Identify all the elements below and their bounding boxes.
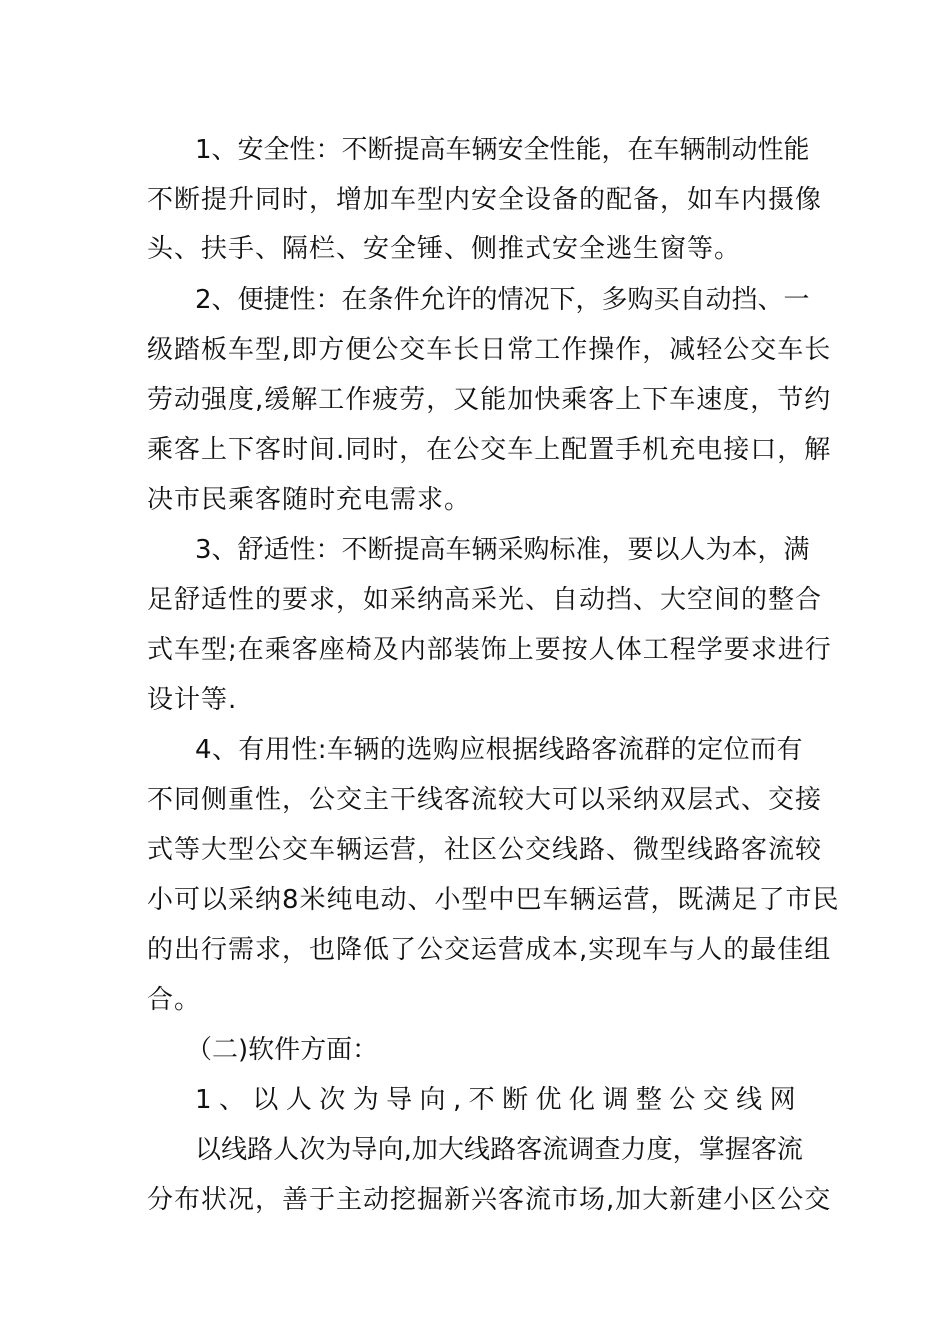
paragraph-4-line-5: 的出行需求，也降低了公交运营成本,实现车与人的最佳组 bbox=[147, 935, 832, 965]
paragraph-3-line-2: 足舒适性的要求，如采纳高采光、自动挡、大空间的整合 bbox=[147, 585, 823, 615]
paragraph-6-line-2: 分布状况，善于主动挖掘新兴客流市场,加大新建小区公交 bbox=[147, 1185, 832, 1215]
text-line bbox=[0, 880, 950, 920]
text-line bbox=[0, 830, 950, 870]
paragraph-4-line-4: 小可以采纳8米纯电动、小型中巴车辆运营，既满足了市民 bbox=[147, 885, 840, 915]
paragraph-1-line-3: 头、扶手、隔栏、安全锤、侧推式安全逃生窗等。 bbox=[147, 234, 742, 264]
text-line bbox=[0, 1030, 950, 1070]
text-line bbox=[0, 530, 950, 570]
text-line bbox=[0, 430, 950, 470]
text-line bbox=[0, 1180, 950, 1220]
paragraph-1-line-2: 不断提升同时，增加车型内安全设备的配备，如车内摄像 bbox=[147, 185, 823, 215]
text-line bbox=[0, 930, 950, 970]
paragraph-2-line-1: 2、便捷性：在条件允许的情况下，多购买自动挡、一 bbox=[195, 285, 810, 315]
paragraph-4-line-6: 合。 bbox=[147, 985, 202, 1015]
paragraph-2-line-4: 乘客上下客时间.同时，在公交车上配置手机充电接口，解 bbox=[147, 435, 832, 465]
paragraph-2-line-2: 级踏板车型,即方便公交车长日常工作操作，减轻公交车长 bbox=[147, 335, 832, 365]
section-heading: （二)软件方面： bbox=[186, 1035, 379, 1065]
text-line bbox=[0, 730, 950, 770]
text-line bbox=[0, 1080, 950, 1120]
paragraph-4-line-2: 不同侧重性，公交主干线客流较大可以采纳双层式、交接 bbox=[147, 785, 823, 815]
text-line bbox=[0, 280, 950, 320]
paragraph-4-line-1: 4、有用性:车辆的选购应根据线路客流群的定位而有 bbox=[195, 735, 803, 765]
text-line bbox=[0, 480, 950, 520]
text-line bbox=[0, 680, 950, 720]
paragraph-1-line-1: 1、安全性：不断提高车辆安全性能，在车辆制动性能 bbox=[195, 135, 810, 165]
paragraph-3-line-4: 设计等. bbox=[147, 685, 238, 715]
paragraph-3-line-1: 3、舒适性：不断提高车辆采购标准，要以人为本，满 bbox=[195, 535, 810, 565]
text-line bbox=[0, 630, 950, 670]
paragraph-6-line-1: 以线路人次为导向,加大线路客流调查力度，掌握客流 bbox=[195, 1135, 803, 1165]
text-line bbox=[0, 380, 950, 420]
text-line bbox=[0, 130, 950, 170]
text-line bbox=[0, 980, 950, 1020]
text-line bbox=[0, 1130, 950, 1170]
text-line bbox=[0, 229, 950, 269]
paragraph-4-line-3: 式等大型公交车辆运营，社区公交线路、微型线路客流较 bbox=[147, 835, 823, 865]
paragraph-3-line-3: 式车型;在乘客座椅及内部装饰上要按人体工程学要求进行 bbox=[147, 635, 832, 665]
text-line bbox=[0, 330, 950, 370]
text-line bbox=[0, 580, 950, 620]
text-line bbox=[0, 780, 950, 820]
paragraph-2-line-5: 决市民乘客随时充电需求。 bbox=[147, 485, 472, 515]
paragraph-2-line-3: 劳动强度,缓解工作疲劳，又能加快乘客上下车速度，节约 bbox=[147, 385, 832, 415]
subsection-heading: 1、以人次为导向,不断优化调整公交线网 bbox=[195, 1085, 803, 1115]
text-line bbox=[0, 180, 950, 220]
